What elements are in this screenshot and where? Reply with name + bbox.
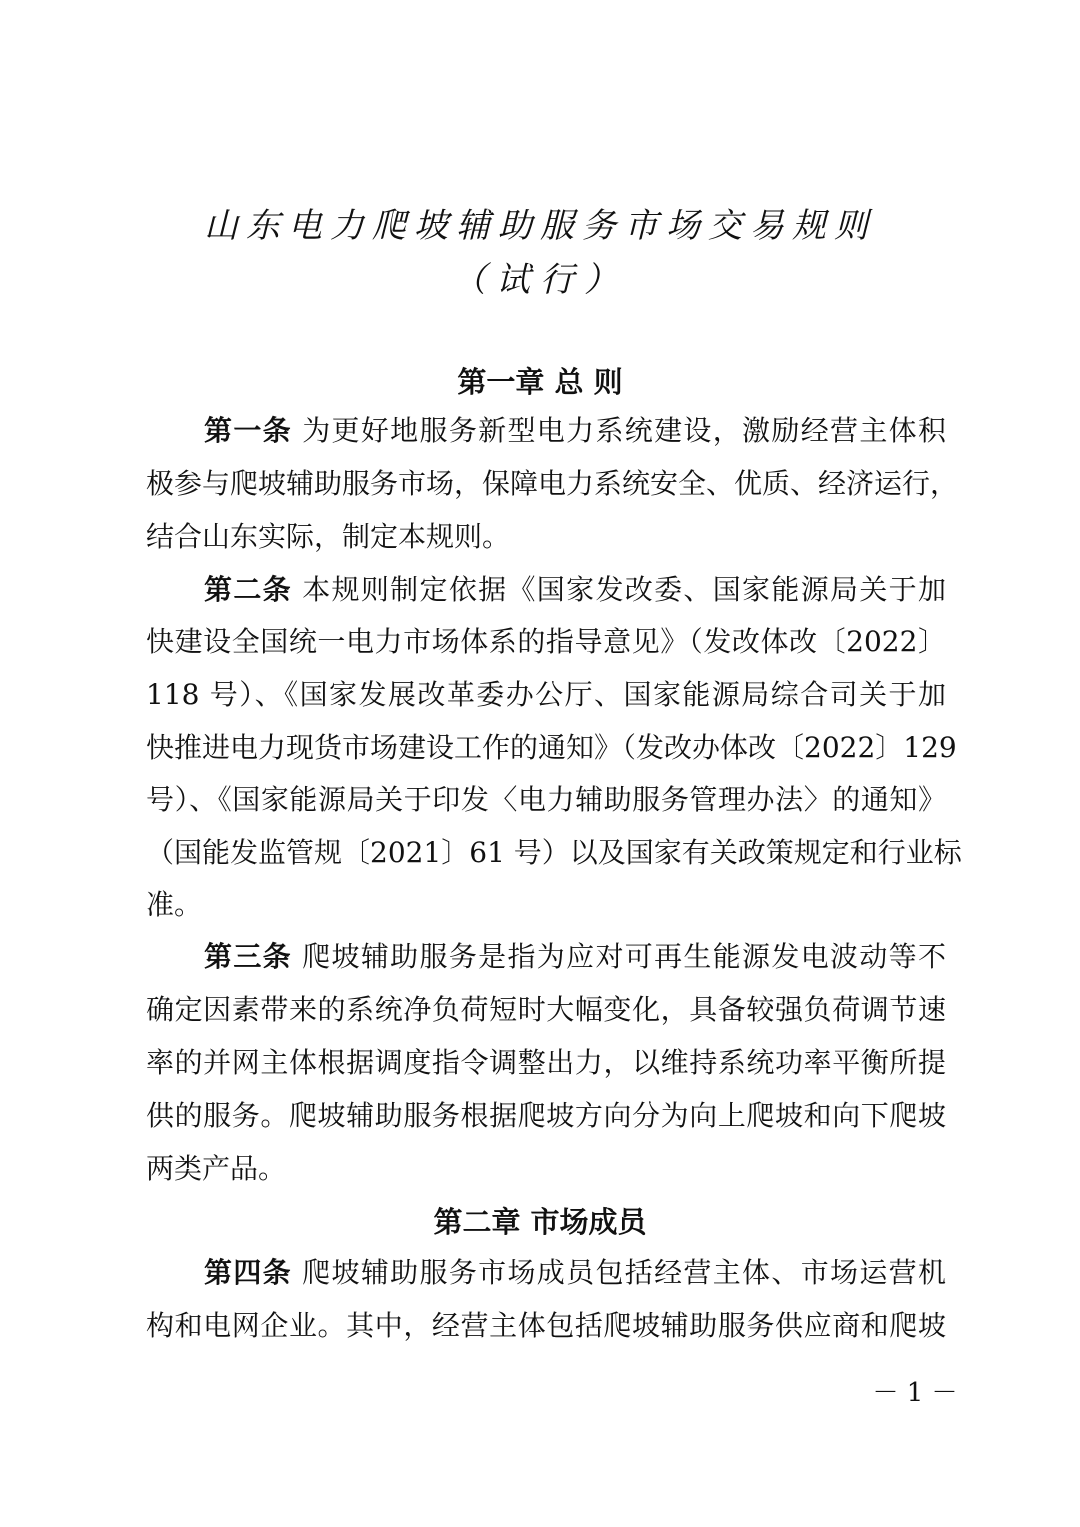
article-1-label: 第一条 — [204, 414, 292, 447]
article-2-line-2: 快建设全国统一电力市场体系的指导意见》（发改体改〔2022〕 — [146, 625, 946, 658]
article-3-line-1: 第三条 爬坡辅助服务是指为应对可再生能源发电波动等不 — [204, 940, 946, 973]
article-1-line-1: 第一条 为更好地服务新型电力系统建设，激励经营主体积 — [204, 414, 946, 447]
article-3-label: 第三条 — [204, 940, 292, 973]
article-2-line-7: 准。 — [146, 888, 203, 921]
article-3-line-3: 率的并网主体根据调度指令调整出力，以维持系统功率平衡所提 — [146, 1046, 946, 1079]
article-1-line-2: 极参与爬坡辅助服务市场，保障电力系统安全、优质、经济运行， — [146, 467, 959, 500]
document-title: 山东电力爬坡辅助服务市场交易规则 — [204, 206, 876, 246]
article-1-line-3: 结合山东实际，制定本规则。 — [146, 520, 511, 553]
article-2-line-6: （国能发监管规〔2021〕61 号）以及国家有关政策规定和行业标 — [146, 836, 962, 869]
article-3-line-2: 确定因素带来的系统净负荷短时大幅变化，具备较强负荷调节速 — [146, 993, 946, 1026]
article-2-line-3: 118 号）、《国家发展改革委办公厅、国家能源局综合司关于加 — [146, 678, 946, 711]
article-2-line-5: 号）、《国家能源局关于印发〈电力辅助服务管理办法〉的通知》 — [146, 783, 946, 816]
article-3-line-4: 供的服务。爬坡辅助服务根据爬坡方向分为向上爬坡和向下爬坡 — [146, 1099, 946, 1132]
chapter-2-heading: 第二章 市场成员 — [433, 1205, 647, 1239]
article-4-line-1: 第四条 爬坡辅助服务市场成员包括经营主体、市场运营机 — [204, 1256, 946, 1289]
chapter-1-heading: 第一章 总 则 — [457, 365, 623, 399]
article-2-line-4: 快推进电力现货市场建设工作的通知》（发改办体改〔2022〕129 — [146, 731, 957, 764]
article-2-line-1: 第二条 本规则制定依据《国家发改委、国家能源局关于加 — [204, 573, 946, 606]
document-subtitle: （试行） — [452, 260, 628, 300]
article-2-label: 第二条 — [204, 573, 292, 606]
article-4-label: 第四条 — [204, 1256, 292, 1289]
page-number: － 1 － — [872, 1378, 958, 1408]
article-3-line-5: 两类产品。 — [146, 1152, 287, 1185]
article-4-line-2: 构和电网企业。其中，经营主体包括爬坡辅助服务供应商和爬坡 — [146, 1309, 946, 1342]
